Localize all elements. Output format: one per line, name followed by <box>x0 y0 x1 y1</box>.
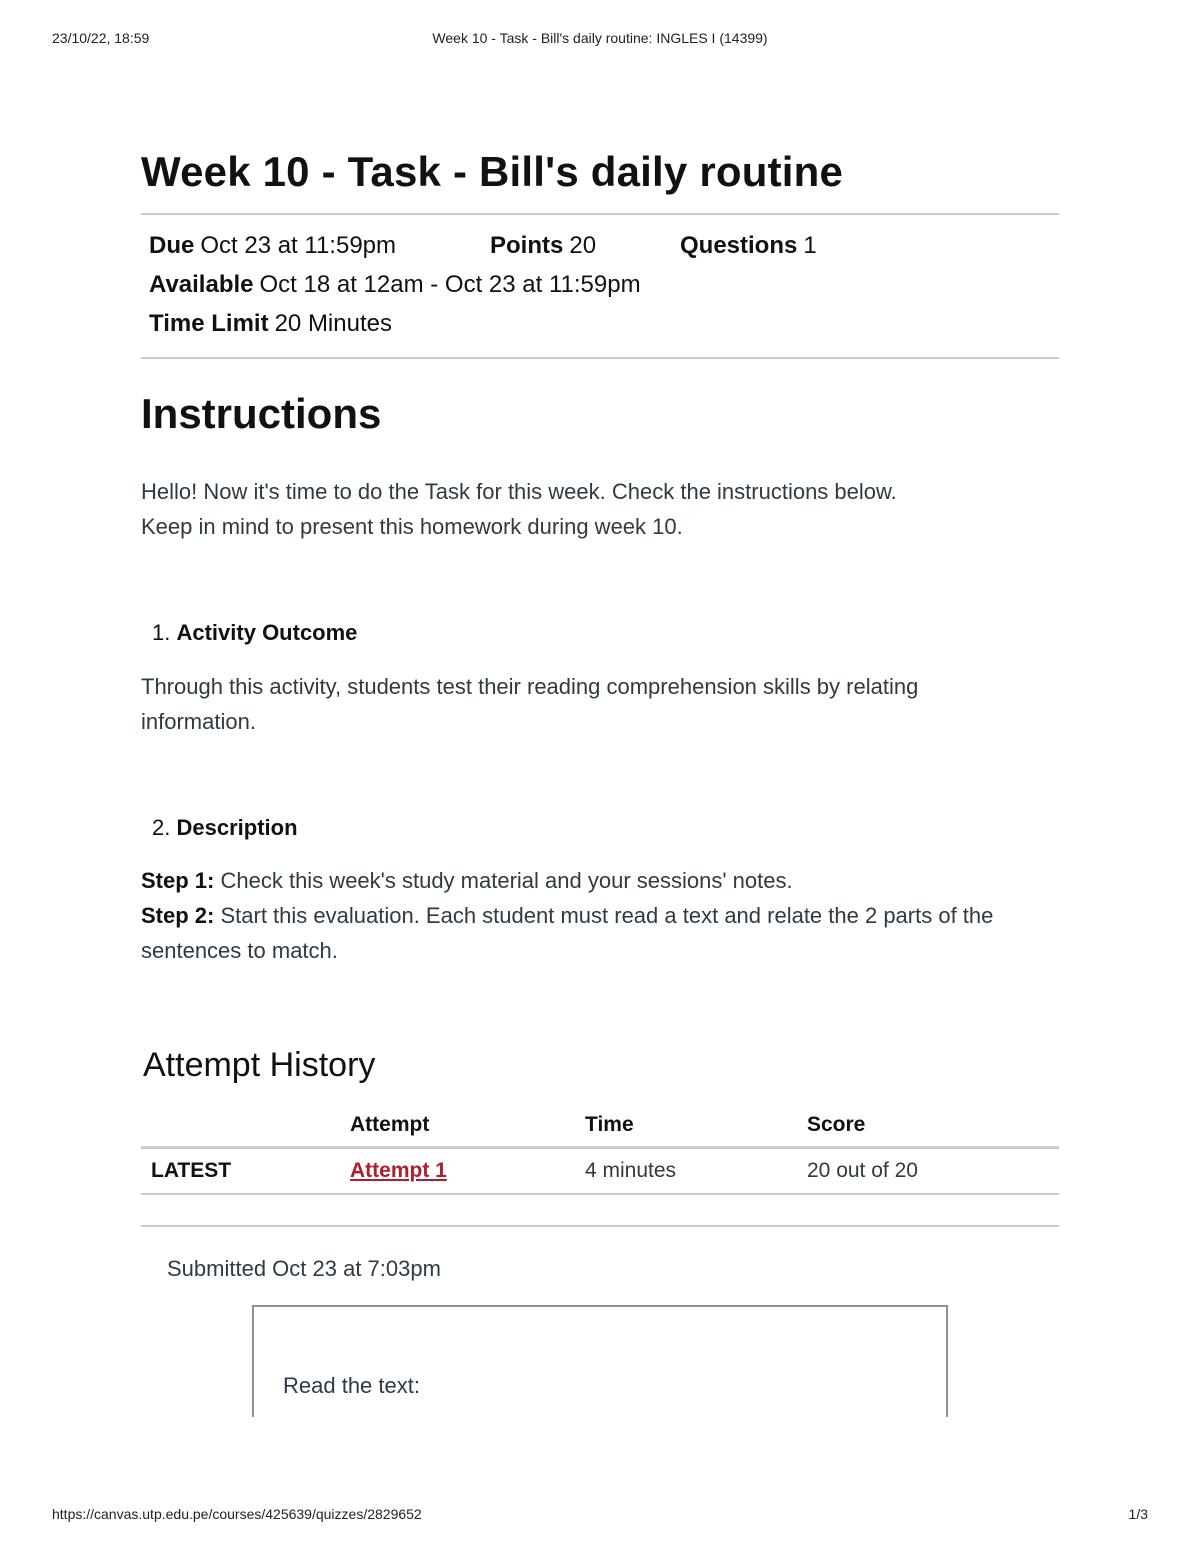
column-header-score: Score <box>797 1104 1059 1148</box>
print-header <box>52 30 1148 50</box>
step-1-text: Check this week's study material and your sessions' notes. <box>220 868 793 893</box>
list-number: 2. <box>152 815 171 840</box>
step-2 <box>141 898 1059 968</box>
list-number: 1. <box>152 620 171 645</box>
table-header-row <box>141 1104 1059 1148</box>
attempt-score: 20 out of 20 <box>797 1148 1059 1195</box>
step-2-label: Step 2: <box>141 903 215 928</box>
print-footer <box>52 1506 1148 1526</box>
page-url: https://canvas.utp.edu.pe/courses/425639/quizzes/2829652 <box>52 1506 422 1522</box>
available-label: Available <box>149 271 254 298</box>
column-header-time: Time <box>575 1104 797 1148</box>
step-2-text: Start this evaluation. Each student must read a text and relate the 2 parts of the sentences to match. <box>141 903 994 963</box>
points-meta <box>490 232 596 260</box>
page-number: 1/3 <box>1128 1506 1148 1522</box>
activity-outcome-title: Activity Outcome <box>176 620 358 645</box>
instructions-heading: Instructions <box>141 390 382 437</box>
table-row <box>141 1148 1059 1195</box>
print-document-title: Week 10 - Task - Bill's daily routine: INGLES I (14399) <box>432 30 768 46</box>
available-meta <box>149 271 641 299</box>
intro-line-2: Keep in mind to present this homework during week 10. <box>141 514 683 539</box>
instructions-intro <box>141 474 1059 544</box>
attempt-time: 4 minutes <box>575 1148 797 1195</box>
attempt-cell <box>340 1148 575 1195</box>
divider <box>141 213 1059 215</box>
divider <box>141 1225 1059 1227</box>
print-datetime: 23/10/22, 18:59 <box>52 30 150 46</box>
time-limit-value: 20 Minutes <box>274 310 392 337</box>
activity-outcome-text: Through this activity, students test their reading comprehension skills by relating information. <box>141 674 919 734</box>
question-prompt: Read the text: <box>283 1373 420 1398</box>
due-value: Oct 23 at 11:59pm <box>200 232 397 259</box>
question-box <box>252 1305 948 1417</box>
points-label: Points <box>490 232 564 259</box>
intro-line-1: Hello! Now it's time to do the Task for this week. Check the instructions below. <box>141 479 897 504</box>
page-title: Week 10 - Task - Bill's daily routine <box>141 148 844 195</box>
due-label: Due <box>149 232 195 259</box>
step-1 <box>141 863 1059 898</box>
questions-value: 1 <box>803 232 817 259</box>
points-value: 20 <box>569 232 597 259</box>
list-item-description <box>152 815 298 841</box>
step-1-label: Step 1: <box>141 868 215 893</box>
submitted-timestamp: Submitted Oct 23 at 7:03pm <box>167 1256 441 1281</box>
time-limit-meta <box>149 310 392 338</box>
list-item-activity-outcome <box>152 620 357 646</box>
description-steps <box>141 863 1059 968</box>
attempt-status: LATEST <box>141 1148 340 1195</box>
attempt-history-heading: Attempt History <box>143 1046 376 1084</box>
time-limit-label: Time Limit <box>149 310 269 337</box>
column-header-status <box>141 1104 340 1148</box>
description-title: Description <box>176 815 298 840</box>
questions-meta <box>680 232 817 260</box>
attempt-history-table <box>141 1104 1059 1195</box>
column-header-attempt: Attempt <box>340 1104 575 1148</box>
divider <box>141 357 1059 359</box>
attempt-1-link[interactable]: Attempt 1 <box>350 1159 447 1182</box>
available-value: Oct 18 at 12am - Oct 23 at 11:59pm <box>259 271 641 298</box>
questions-label: Questions <box>680 232 798 259</box>
quiz-meta-row-1 <box>149 232 396 260</box>
